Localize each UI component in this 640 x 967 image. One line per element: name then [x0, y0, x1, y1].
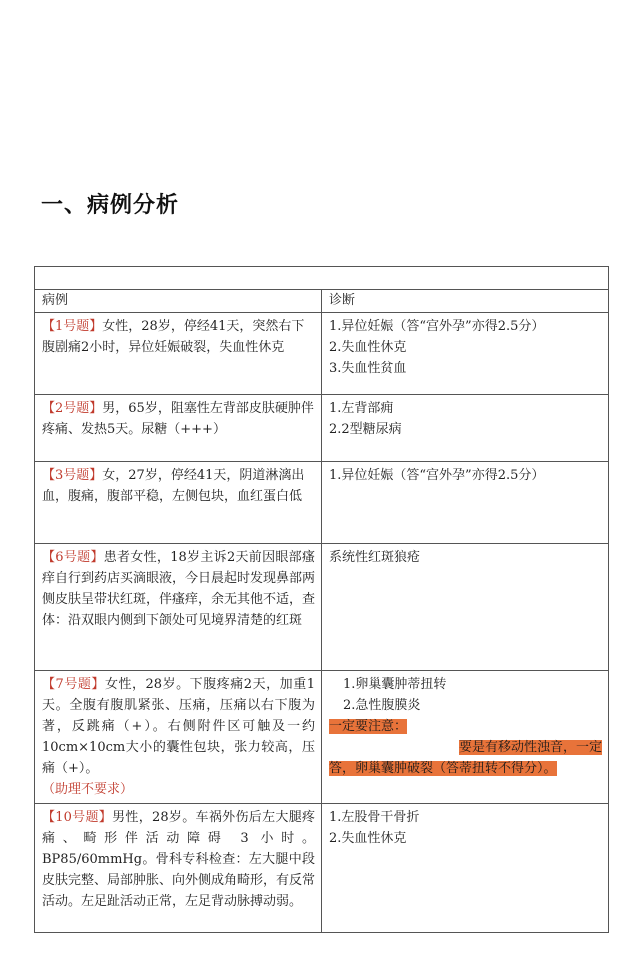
- case-tag: 【10号题】: [42, 810, 113, 825]
- table-blank-row: [35, 267, 609, 290]
- diagnosis-item: 2.失血性休克: [329, 340, 407, 355]
- diagnosis-cell: [322, 544, 609, 671]
- case-cell: [35, 313, 322, 395]
- table-row: [35, 544, 609, 671]
- diagnosis-item: 2.2型糖尿病: [329, 422, 402, 437]
- case-note: （助理不要求）: [42, 782, 134, 797]
- case-text: 女性，28岁。下腹疼痛2天，加重1天。全腹有腹肌紧张、压痛，压痛以右下腹为著，反跳痛（+）。右侧附件区可触及一约10cm×10cm大小的囊性包块，张力较高，压痛（+）。: [42, 677, 315, 776]
- table-row: [35, 462, 609, 544]
- section-title: 一、病例分析: [41, 193, 180, 218]
- diagnosis-cell: [322, 804, 609, 933]
- case-tag: 【2号题】: [42, 401, 103, 416]
- case-table: [34, 266, 609, 933]
- table-row: [35, 313, 609, 395]
- header-case: 病例: [35, 290, 322, 313]
- case-cell: [35, 395, 322, 462]
- table-row: [35, 804, 609, 933]
- table-row: [35, 671, 609, 804]
- diagnosis-item: 1.异位妊娠（答“宫外孕”亦得2.5分）: [329, 319, 545, 334]
- case-cell: [35, 804, 322, 933]
- case-text: 女，27岁，停经41天，阴道淋漓出血，腹痛，腹部平稳，左侧包块，血红蛋白低: [42, 468, 305, 504]
- diagnosis-item: 1.左背部痈: [329, 401, 394, 416]
- diagnosis-cell: [322, 671, 609, 804]
- case-cell: [35, 544, 322, 671]
- case-tag: 【1号题】: [42, 319, 103, 334]
- diagnosis-cell: [322, 313, 609, 395]
- diagnosis-item: 3.失血性贫血: [329, 361, 407, 376]
- diagnosis-item: 1.左股骨干骨折: [329, 810, 420, 825]
- table-header-row: [35, 290, 609, 313]
- case-tag: 【3号题】: [42, 468, 103, 483]
- diagnosis-item: 1.卵巢囊肿蒂扭转: [343, 677, 447, 692]
- case-text: 男，65岁，阻塞性左背部皮肤硬肿伴疼痛、发热5天。尿糖（+++）: [42, 401, 314, 437]
- diagnosis-item: 2.急性腹膜炎: [343, 698, 421, 713]
- case-cell: [35, 671, 322, 804]
- header-diagnosis: 诊断: [322, 290, 609, 313]
- case-tag: 【6号题】: [42, 550, 104, 565]
- highlight-note: 一定要注意：: [329, 719, 408, 734]
- diagnosis-cell: [322, 395, 609, 462]
- case-text: 男性，28岁。车祸外伤后左大腿疼痛、畸形伴活动障碍 3 小时。BP85/60mmHg。骨科专科检查：左大腿中段皮肤完整、局部肿胀、向外侧成角畸形，有反常活动。左足趾活动正常，左足背动脉搏动弱。: [42, 810, 316, 909]
- diagnosis-cell: [322, 462, 609, 544]
- table-row: [35, 395, 609, 462]
- diagnosis-item: 1.异位妊娠（答“宫外孕”亦得2.5分）: [329, 468, 545, 483]
- highlight-note: 答，卵巢囊肿破裂（答蒂扭转不得分）。: [329, 761, 557, 776]
- diagnosis-item: 2.失血性休克: [329, 831, 407, 846]
- case-cell: [35, 462, 322, 544]
- case-tag: 【7号题】: [42, 677, 105, 692]
- case-text: 患者女性，18岁主诉2天前因眼部瘙痒自行到药店买滴眼液，今日晨起时发现鼻部两侧皮肤呈带状红斑，伴瘙痒，余无其他不适，查体：沿双眼内侧到下颌处可见境界清楚的红斑: [42, 550, 316, 628]
- case-text: 女性，28岁，停经41天，突然右下腹剧痛2小时，异位妊娠破裂，失血性休克: [42, 319, 305, 355]
- highlight-note: 要是有移动性浊音，一定: [458, 740, 602, 755]
- diagnosis-item: 系统性红斑狼疮: [329, 550, 421, 565]
